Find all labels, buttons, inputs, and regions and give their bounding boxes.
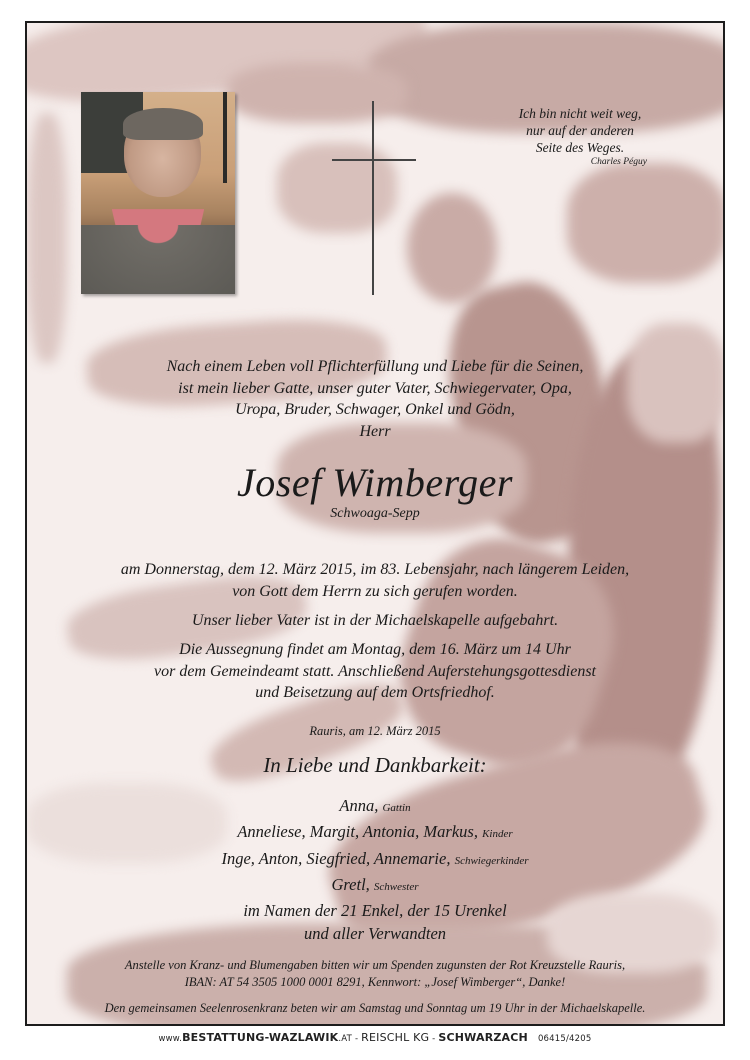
family-row: im Namen der 21 Enkel, der 15 Urenkel bbox=[243, 901, 507, 921]
funeral-notice bbox=[27, 639, 723, 704]
place-date: Rauris, am 12. März 2015 bbox=[309, 724, 441, 738]
family-row: und aller Verwandten bbox=[303, 924, 447, 944]
intro-line: Nach einem Leben voll Pflichterfüllung und Liebe für die Seinen, bbox=[166, 358, 584, 375]
family-row: Anna, Gattin bbox=[339, 796, 411, 815]
funeral-line: Die Aussegnung findet am Montag, dem 16. März um 14 Uhr bbox=[179, 641, 571, 658]
quote-line: Seite des Weges. bbox=[535, 140, 625, 155]
donation-line: Anstelle von Kranz- und Blumengaben bitten wir um Spenden zugunsten der Rot Kreuzstelle Rauris, bbox=[124, 958, 626, 972]
intro-line: ist mein lieber Gatte, unser guter Vater, Schwiegervater, Opa, bbox=[178, 379, 572, 397]
funeral-line: und Beisetzung auf dem Ortsfriedhof. bbox=[255, 684, 495, 701]
funeral-home-footer: www.BESTATTUNG-WAZLAWIK.AT - REISCHL KG - SCHWARZACH 06415/4205 bbox=[158, 1031, 592, 1044]
quote-author: Charles Péguy bbox=[590, 157, 647, 167]
city-name: SCHWARZACH bbox=[438, 1031, 528, 1044]
partner-name: REISCHL KG bbox=[361, 1031, 430, 1044]
deceased-name: Josef Wimberger bbox=[237, 460, 513, 505]
obituary-card bbox=[25, 21, 725, 1026]
rosary-notice: Den gemeinsamen Seelenrosenkranz beten wir am Samstag und Sonntag um 19 Uhr in der Michaelskapelle. bbox=[104, 1001, 646, 1015]
company-name: BESTATTUNG-WAZLAWIK bbox=[182, 1031, 339, 1044]
intro-text bbox=[27, 356, 723, 442]
death-notice bbox=[27, 559, 723, 602]
cross-icon bbox=[372, 101, 374, 295]
family-row: Anneliese, Margit, Antonia, Markus, Kinder bbox=[237, 822, 513, 842]
deceased-nickname: Schwoaga-Sepp bbox=[330, 506, 420, 521]
death-line: am Donnerstag, dem 12. März 2015, im 83. Lebensjahr, nach längerem Leiden, bbox=[120, 561, 630, 578]
quote bbox=[485, 105, 675, 168]
intro-line: Uropa, Bruder, Schwager, Onkel und Gödn, bbox=[235, 401, 515, 418]
portrait-photo bbox=[81, 92, 235, 294]
cross-icon-bar bbox=[332, 159, 416, 161]
quote-line: Ich bin nicht weit weg, bbox=[518, 106, 642, 121]
intro-line: Herr bbox=[359, 422, 391, 440]
donation-line: IBAN: AT 54 3505 1000 0001 8291, Kennwort: „Josef Wimberger“, Danke! bbox=[184, 975, 566, 989]
thanks-heading: In Liebe und Dankbarkeit: bbox=[263, 753, 487, 777]
death-line: von Gott dem Herrn zu sich gerufen worden. bbox=[232, 582, 518, 600]
donation-notice bbox=[27, 957, 723, 991]
phone-number: 06415/4205 bbox=[537, 1034, 592, 1044]
family-row: Gretl, Schwester bbox=[331, 874, 419, 894]
quote-line: nur auf der anderen bbox=[526, 123, 634, 138]
family-list bbox=[27, 794, 723, 946]
family-row: Inge, Anton, Siegfried, Annemarie, Schwiegerkinder bbox=[221, 848, 529, 868]
laid-out-notice: Unser lieber Vater ist in der Michaelskapelle aufgebahrt. bbox=[191, 612, 559, 629]
funeral-line: vor dem Gemeindeamt statt. Anschließend Auferstehungsgottesdienst bbox=[153, 662, 596, 680]
